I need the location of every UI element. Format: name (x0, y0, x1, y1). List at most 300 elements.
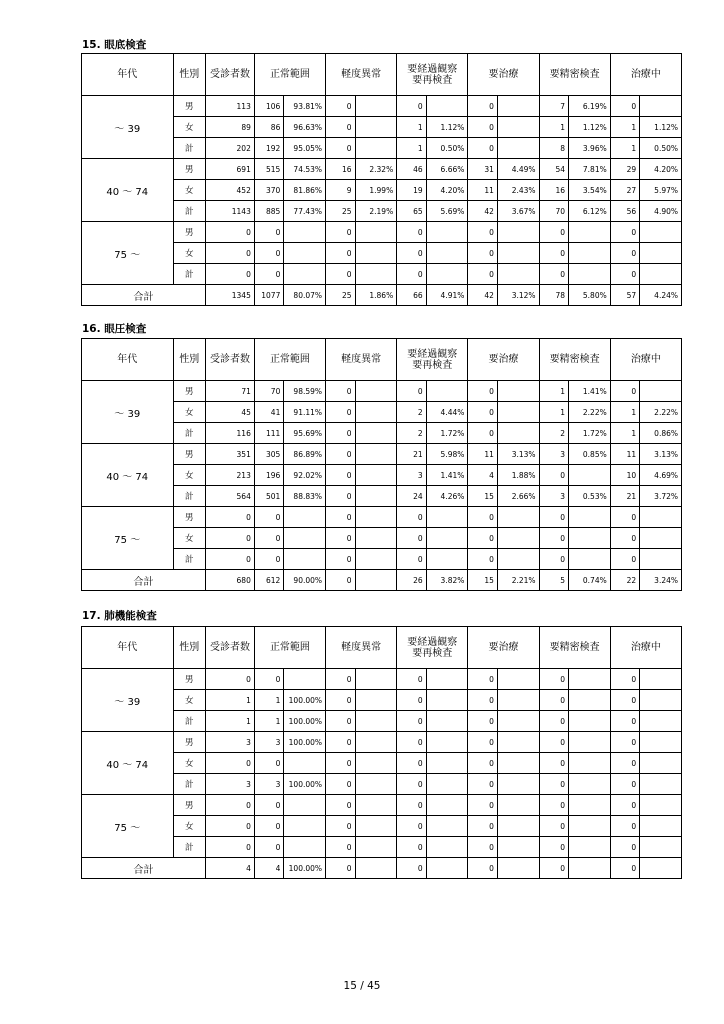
value-cell: 88.83% (284, 486, 326, 507)
table-row (82, 159, 682, 180)
value-cell: 0 (468, 837, 497, 858)
value-cell: 106 (254, 96, 283, 117)
value-cell: 0 (326, 528, 355, 549)
value-cell: 0 (254, 528, 283, 549)
value-cell: 3.96% (569, 138, 611, 159)
value-cell (640, 507, 682, 528)
section-title: 17. 肺機能検査 (82, 610, 157, 622)
total-value-cell: 57 (610, 285, 639, 306)
total-value-cell: 4 (206, 858, 255, 879)
value-cell: 2.22% (640, 402, 682, 423)
value-cell: 0 (326, 549, 355, 570)
column-header: 軽度異常 (326, 339, 397, 381)
value-cell: 0 (468, 138, 497, 159)
value-cell: 4.44% (426, 402, 468, 423)
value-cell: 1 (610, 138, 639, 159)
value-cell: 0 (206, 264, 255, 285)
column-header: 要精密検査 (539, 54, 610, 96)
value-cell: 3 (539, 444, 568, 465)
total-value-cell: 0 (397, 858, 426, 879)
value-cell: 0 (326, 816, 355, 837)
value-cell: 3.13% (497, 444, 539, 465)
value-cell: 0 (610, 669, 639, 690)
value-cell: 8 (539, 138, 568, 159)
value-cell: 74.53% (284, 159, 326, 180)
value-cell (426, 732, 468, 753)
column-header: 治療中 (610, 339, 681, 381)
value-cell: 0 (397, 837, 426, 858)
total-value-cell (569, 858, 611, 879)
value-cell: 0 (539, 243, 568, 264)
value-cell: 0 (468, 507, 497, 528)
total-value-cell: 612 (254, 570, 283, 591)
value-cell: 1 (397, 138, 426, 159)
value-cell: 0 (610, 549, 639, 570)
value-cell: 501 (254, 486, 283, 507)
total-value-cell: 5.80% (569, 285, 611, 306)
column-header (397, 54, 468, 96)
column-header: 年代 (82, 627, 174, 669)
value-cell (497, 381, 539, 402)
value-cell: 0 (468, 381, 497, 402)
value-cell: 0 (539, 549, 568, 570)
value-cell: 0 (206, 243, 255, 264)
column-header-line: 要再検査 (412, 359, 453, 371)
value-cell (569, 528, 611, 549)
value-cell: 0 (468, 423, 497, 444)
total-row (82, 285, 682, 306)
value-cell: 0 (326, 402, 355, 423)
value-cell: 1 (254, 711, 283, 732)
value-cell: 29 (610, 159, 639, 180)
value-cell: 1143 (206, 201, 255, 222)
value-cell: 2.19% (355, 201, 397, 222)
sex-cell: 計 (173, 486, 206, 507)
value-cell: 0 (397, 753, 426, 774)
value-cell: 0 (610, 96, 639, 117)
value-cell (497, 549, 539, 570)
total-label: 合計 (82, 570, 206, 591)
value-cell: 0 (254, 549, 283, 570)
table-row (82, 381, 682, 402)
value-cell (426, 837, 468, 858)
total-value-cell: 25 (326, 285, 355, 306)
table-row (82, 507, 682, 528)
sex-cell: 計 (173, 138, 206, 159)
column-header: 正常範囲 (254, 627, 325, 669)
value-cell: 11 (468, 444, 497, 465)
value-cell: 0 (539, 711, 568, 732)
value-cell: 31 (468, 159, 497, 180)
total-value-cell: 22 (610, 570, 639, 591)
value-cell: 6.19% (569, 96, 611, 117)
header-row (82, 54, 682, 96)
age-group-cell: ～ 39 (82, 381, 174, 444)
results-table (81, 626, 682, 879)
value-cell (284, 816, 326, 837)
value-cell: 0 (397, 549, 426, 570)
value-cell (640, 96, 682, 117)
value-cell: 0 (397, 507, 426, 528)
total-value-cell: 0 (539, 858, 568, 879)
column-header: 性別 (173, 627, 206, 669)
value-cell (284, 753, 326, 774)
value-cell: 0 (397, 264, 426, 285)
value-cell: 0 (397, 690, 426, 711)
sex-cell: 女 (173, 243, 206, 264)
value-cell: 65 (397, 201, 426, 222)
table-row (82, 96, 682, 117)
value-cell (569, 753, 611, 774)
value-cell (569, 669, 611, 690)
column-header-line: 要経過観察 (407, 348, 458, 360)
value-cell (569, 507, 611, 528)
section-title: 15. 眼底検査 (82, 39, 147, 51)
column-header: 性別 (173, 54, 206, 96)
age-group-cell: ～ 39 (82, 96, 174, 159)
total-value-cell: 26 (397, 570, 426, 591)
value-cell: 0 (610, 795, 639, 816)
total-value-cell (355, 858, 397, 879)
value-cell: 0 (254, 753, 283, 774)
value-cell: 0 (468, 117, 497, 138)
value-cell: 6.12% (569, 201, 611, 222)
value-cell: 1.12% (426, 117, 468, 138)
value-cell: 0 (397, 96, 426, 117)
value-cell: 0 (610, 243, 639, 264)
value-cell: 70 (254, 381, 283, 402)
sex-cell: 計 (173, 423, 206, 444)
column-header: 軽度異常 (326, 627, 397, 669)
value-cell: 0 (468, 816, 497, 837)
age-group-cell: 75 ～ (82, 222, 174, 285)
sex-cell: 男 (173, 96, 206, 117)
column-header: 治療中 (610, 54, 681, 96)
value-cell: 0 (254, 264, 283, 285)
value-cell: 1.72% (426, 423, 468, 444)
value-cell: 2 (397, 402, 426, 423)
value-cell (497, 795, 539, 816)
column-header: 性別 (173, 339, 206, 381)
page-number: 15 / 45 (343, 980, 381, 992)
value-cell (355, 732, 397, 753)
value-cell (497, 816, 539, 837)
sex-cell: 女 (173, 465, 206, 486)
value-cell: 116 (206, 423, 255, 444)
column-header: 要精密検査 (539, 339, 610, 381)
value-cell (355, 816, 397, 837)
sex-cell: 女 (173, 117, 206, 138)
value-cell (426, 222, 468, 243)
value-cell: 0 (468, 402, 497, 423)
value-cell: 0 (326, 486, 355, 507)
value-cell: 2.32% (355, 159, 397, 180)
sex-cell: 男 (173, 381, 206, 402)
value-cell (569, 837, 611, 858)
value-cell: 0 (468, 669, 497, 690)
value-cell (640, 669, 682, 690)
value-cell (640, 381, 682, 402)
value-cell (640, 264, 682, 285)
value-cell: 5.97% (640, 180, 682, 201)
value-cell: 0 (206, 549, 255, 570)
value-cell: 0 (326, 423, 355, 444)
value-cell: 0 (397, 816, 426, 837)
total-value-cell: 90.00% (284, 570, 326, 591)
value-cell (355, 96, 397, 117)
value-cell (497, 732, 539, 753)
column-header: 正常範囲 (254, 54, 325, 96)
total-label: 合計 (82, 285, 206, 306)
value-cell: 0.85% (569, 444, 611, 465)
value-cell (497, 222, 539, 243)
value-cell: 202 (206, 138, 255, 159)
value-cell: 3 (254, 774, 283, 795)
value-cell: 0 (326, 711, 355, 732)
total-value-cell: 4 (254, 858, 283, 879)
value-cell: 42 (468, 201, 497, 222)
value-cell: 3.54% (569, 180, 611, 201)
value-cell: 96.63% (284, 117, 326, 138)
value-cell (355, 264, 397, 285)
value-cell: 0 (206, 507, 255, 528)
value-cell: 0 (539, 528, 568, 549)
value-cell: 0.50% (640, 138, 682, 159)
value-cell: 0 (254, 669, 283, 690)
age-group-cell: 40 ～ 74 (82, 159, 174, 222)
value-cell: 1 (539, 117, 568, 138)
value-cell: 0 (610, 507, 639, 528)
value-cell: 41 (254, 402, 283, 423)
value-cell: 1 (610, 402, 639, 423)
value-cell: 0 (610, 837, 639, 858)
value-cell: 192 (254, 138, 283, 159)
sex-cell: 男 (173, 732, 206, 753)
value-cell: 0 (610, 264, 639, 285)
value-cell: 3.67% (497, 201, 539, 222)
table-row (82, 795, 682, 816)
value-cell: 100.00% (284, 690, 326, 711)
value-cell (569, 816, 611, 837)
sex-cell: 計 (173, 837, 206, 858)
value-cell: 93.81% (284, 96, 326, 117)
value-cell: 3 (206, 732, 255, 753)
value-cell (355, 444, 397, 465)
value-cell: 3 (397, 465, 426, 486)
value-cell: 0 (326, 381, 355, 402)
total-value-cell: 680 (206, 570, 255, 591)
total-value-cell (355, 570, 397, 591)
value-cell (426, 711, 468, 732)
value-cell (284, 549, 326, 570)
value-cell: 452 (206, 180, 255, 201)
value-cell (355, 222, 397, 243)
value-cell (569, 549, 611, 570)
value-cell: 2.43% (497, 180, 539, 201)
value-cell: 0 (468, 222, 497, 243)
value-cell: 0 (206, 816, 255, 837)
column-header: 正常範囲 (254, 339, 325, 381)
value-cell: 0 (397, 222, 426, 243)
value-cell: 113 (206, 96, 255, 117)
total-value-cell: 4.91% (426, 285, 468, 306)
value-cell: 1.12% (569, 117, 611, 138)
value-cell: 0.53% (569, 486, 611, 507)
value-cell (426, 816, 468, 837)
value-cell (640, 816, 682, 837)
value-cell: 100.00% (284, 711, 326, 732)
sex-cell: 男 (173, 669, 206, 690)
value-cell: 0 (539, 690, 568, 711)
value-cell: 10 (610, 465, 639, 486)
value-cell (284, 669, 326, 690)
value-cell (284, 795, 326, 816)
value-cell (569, 732, 611, 753)
value-cell: 0 (206, 753, 255, 774)
value-cell: 45 (206, 402, 255, 423)
column-header-line: 要再検査 (412, 647, 453, 659)
value-cell: 4.90% (640, 201, 682, 222)
value-cell: 0 (539, 837, 568, 858)
value-cell: 0 (610, 753, 639, 774)
value-cell (284, 837, 326, 858)
value-cell (355, 465, 397, 486)
value-cell: 54 (539, 159, 568, 180)
age-group-cell: 75 ～ (82, 795, 174, 858)
value-cell: 885 (254, 201, 283, 222)
value-cell: 0 (397, 381, 426, 402)
value-cell: 0 (326, 690, 355, 711)
value-cell: 351 (206, 444, 255, 465)
value-cell: 0.50% (426, 138, 468, 159)
table-row (82, 669, 682, 690)
column-header: 年代 (82, 54, 174, 96)
value-cell (355, 138, 397, 159)
value-cell (355, 402, 397, 423)
value-cell (284, 507, 326, 528)
total-value-cell: 0 (326, 570, 355, 591)
value-cell (426, 528, 468, 549)
total-value-cell: 1.86% (355, 285, 397, 306)
value-cell: 1 (397, 117, 426, 138)
value-cell: 70 (539, 201, 568, 222)
value-cell: 0 (468, 753, 497, 774)
column-header (397, 627, 468, 669)
value-cell: 1.99% (355, 180, 397, 201)
value-cell: 370 (254, 180, 283, 201)
value-cell: 0 (539, 816, 568, 837)
value-cell: 4.26% (426, 486, 468, 507)
column-header: 軽度異常 (326, 54, 397, 96)
column-header: 要治療 (468, 339, 539, 381)
column-header: 要治療 (468, 54, 539, 96)
value-cell: 0 (468, 732, 497, 753)
value-cell (426, 264, 468, 285)
value-cell: 16 (539, 180, 568, 201)
value-cell: 21 (610, 486, 639, 507)
value-cell: 1 (610, 423, 639, 444)
value-cell (355, 549, 397, 570)
value-cell: 4.69% (640, 465, 682, 486)
value-cell (426, 795, 468, 816)
value-cell (355, 795, 397, 816)
value-cell: 100.00% (284, 774, 326, 795)
total-value-cell: 1345 (206, 285, 255, 306)
table-row (82, 444, 682, 465)
column-header: 受診者数 (206, 54, 255, 96)
value-cell (497, 528, 539, 549)
results-table (81, 338, 682, 591)
age-group-cell: 40 ～ 74 (82, 444, 174, 507)
value-cell: 0 (610, 711, 639, 732)
value-cell: 0 (326, 444, 355, 465)
value-cell: 27 (610, 180, 639, 201)
value-cell: 0 (610, 732, 639, 753)
value-cell: 89 (206, 117, 255, 138)
value-cell: 86 (254, 117, 283, 138)
value-cell (497, 423, 539, 444)
value-cell: 0 (397, 711, 426, 732)
value-cell: 0 (468, 243, 497, 264)
value-cell: 7 (539, 96, 568, 117)
table-row (82, 222, 682, 243)
value-cell: 1.88% (497, 465, 539, 486)
sex-cell: 女 (173, 180, 206, 201)
value-cell: 1.41% (426, 465, 468, 486)
value-cell: 0 (610, 528, 639, 549)
value-cell: 0 (539, 795, 568, 816)
value-cell: 11 (610, 444, 639, 465)
value-cell: 0 (468, 264, 497, 285)
value-cell: 6.66% (426, 159, 468, 180)
age-group-cell: 75 ～ (82, 507, 174, 570)
value-cell: 196 (254, 465, 283, 486)
total-value-cell (426, 858, 468, 879)
value-cell: 0 (539, 465, 568, 486)
value-cell: 1 (206, 690, 255, 711)
value-cell (497, 837, 539, 858)
value-cell: 16 (326, 159, 355, 180)
value-cell: 100.00% (284, 732, 326, 753)
value-cell: 0 (539, 669, 568, 690)
value-cell (640, 222, 682, 243)
value-cell: 3 (539, 486, 568, 507)
value-cell: 24 (397, 486, 426, 507)
value-cell (355, 381, 397, 402)
value-cell: 0 (539, 222, 568, 243)
value-cell: 0 (326, 117, 355, 138)
value-cell (355, 669, 397, 690)
section-title: 16. 眼圧検査 (82, 323, 147, 335)
value-cell: 1.72% (569, 423, 611, 444)
value-cell: 0 (468, 795, 497, 816)
total-value-cell: 3.82% (426, 570, 468, 591)
value-cell (640, 549, 682, 570)
value-cell: 5.69% (426, 201, 468, 222)
value-cell: 4 (468, 465, 497, 486)
value-cell (497, 96, 539, 117)
value-cell (640, 243, 682, 264)
value-cell (497, 690, 539, 711)
value-cell: 5.98% (426, 444, 468, 465)
value-cell: 95.69% (284, 423, 326, 444)
value-cell: 0 (397, 243, 426, 264)
total-value-cell: 42 (468, 285, 497, 306)
column-header-line: 要経過観察 (407, 636, 458, 648)
value-cell: 213 (206, 465, 255, 486)
value-cell: 0 (610, 816, 639, 837)
sex-cell: 女 (173, 753, 206, 774)
